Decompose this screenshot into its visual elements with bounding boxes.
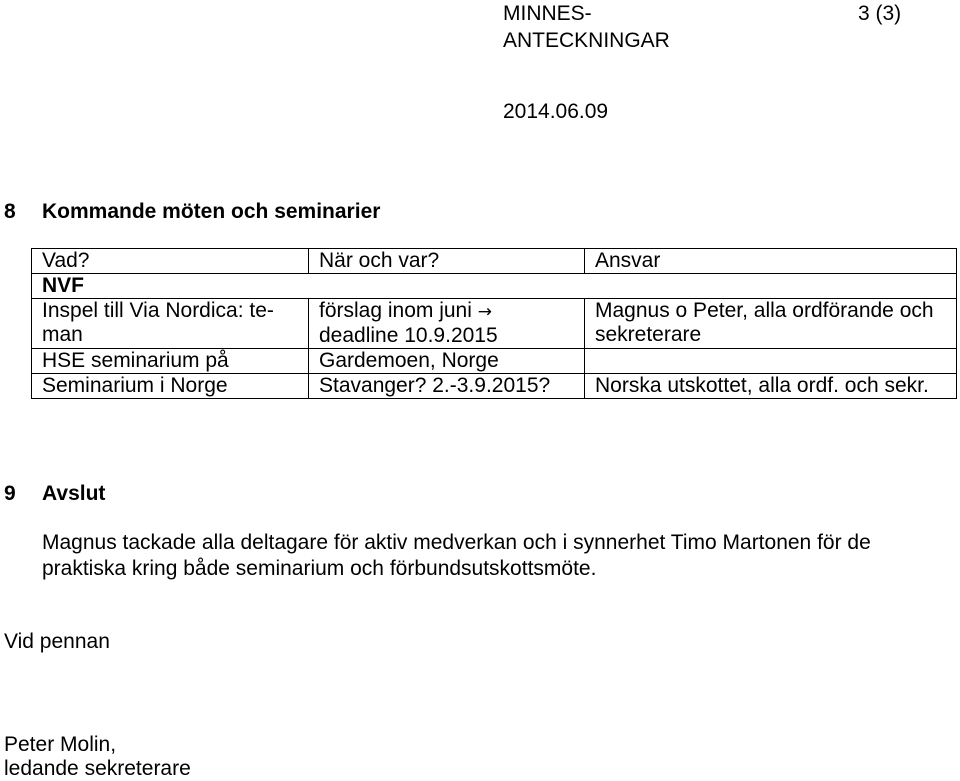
signature-role: ledande sekreterare [4, 757, 191, 780]
table-row [32, 349, 957, 374]
table-row [32, 299, 957, 349]
document-date: 2014.06.09 [503, 100, 609, 123]
cell-responsible [585, 349, 957, 374]
cell-responsible: Magnus o Peter, alla ordförande och sekreterare [585, 299, 957, 349]
cell-responsible: Norska utskottet, alla ordf. och sekr. [585, 374, 957, 399]
page-number: 3 (3) [858, 2, 902, 25]
section-9-number: 9 [4, 482, 16, 505]
table-header-row [32, 249, 957, 274]
cell-when [309, 299, 585, 349]
cell-when: Stavanger? 2.-3.9.2015? [309, 374, 585, 399]
table-row [32, 374, 957, 399]
signature-label: Vid pennan [4, 630, 110, 653]
cell-what: Seminarium i Norge [32, 374, 309, 399]
section-8-number: 8 [4, 200, 16, 223]
section-8-title: Kommande möten och seminarier [42, 200, 381, 223]
section-9-title: Avslut [42, 482, 106, 505]
cell-when-line1: förslag inom juni [319, 299, 472, 322]
arrow-right-icon: → [477, 302, 492, 322]
document-title: MINNES-ANTECKNINGAR [503, 2, 670, 52]
cell-when: Gardemoen, Norge [309, 349, 585, 374]
closing-paragraph: Magnus tackade alla deltagare för aktiv medverkan och i synnerhet Timo Martonen för de praktiska kring både seminarium och förbundsutskottsmöte. [42, 531, 871, 580]
header-cell-responsible: Ansvar [585, 249, 957, 274]
cell-what: HSE seminarium på [32, 349, 309, 374]
signature-name: Peter Molin, [4, 733, 117, 756]
cell-when-line2: deadline 10.9.2015 [319, 324, 498, 347]
cell-what: Inspel till Via Nordica: te-man [32, 299, 309, 349]
group-label: NVF [32, 274, 957, 299]
header-cell-what: Vad? [32, 249, 309, 274]
header-cell-when: När och var? [309, 249, 585, 274]
table-group-row [32, 274, 957, 299]
meetings-table [31, 248, 957, 399]
